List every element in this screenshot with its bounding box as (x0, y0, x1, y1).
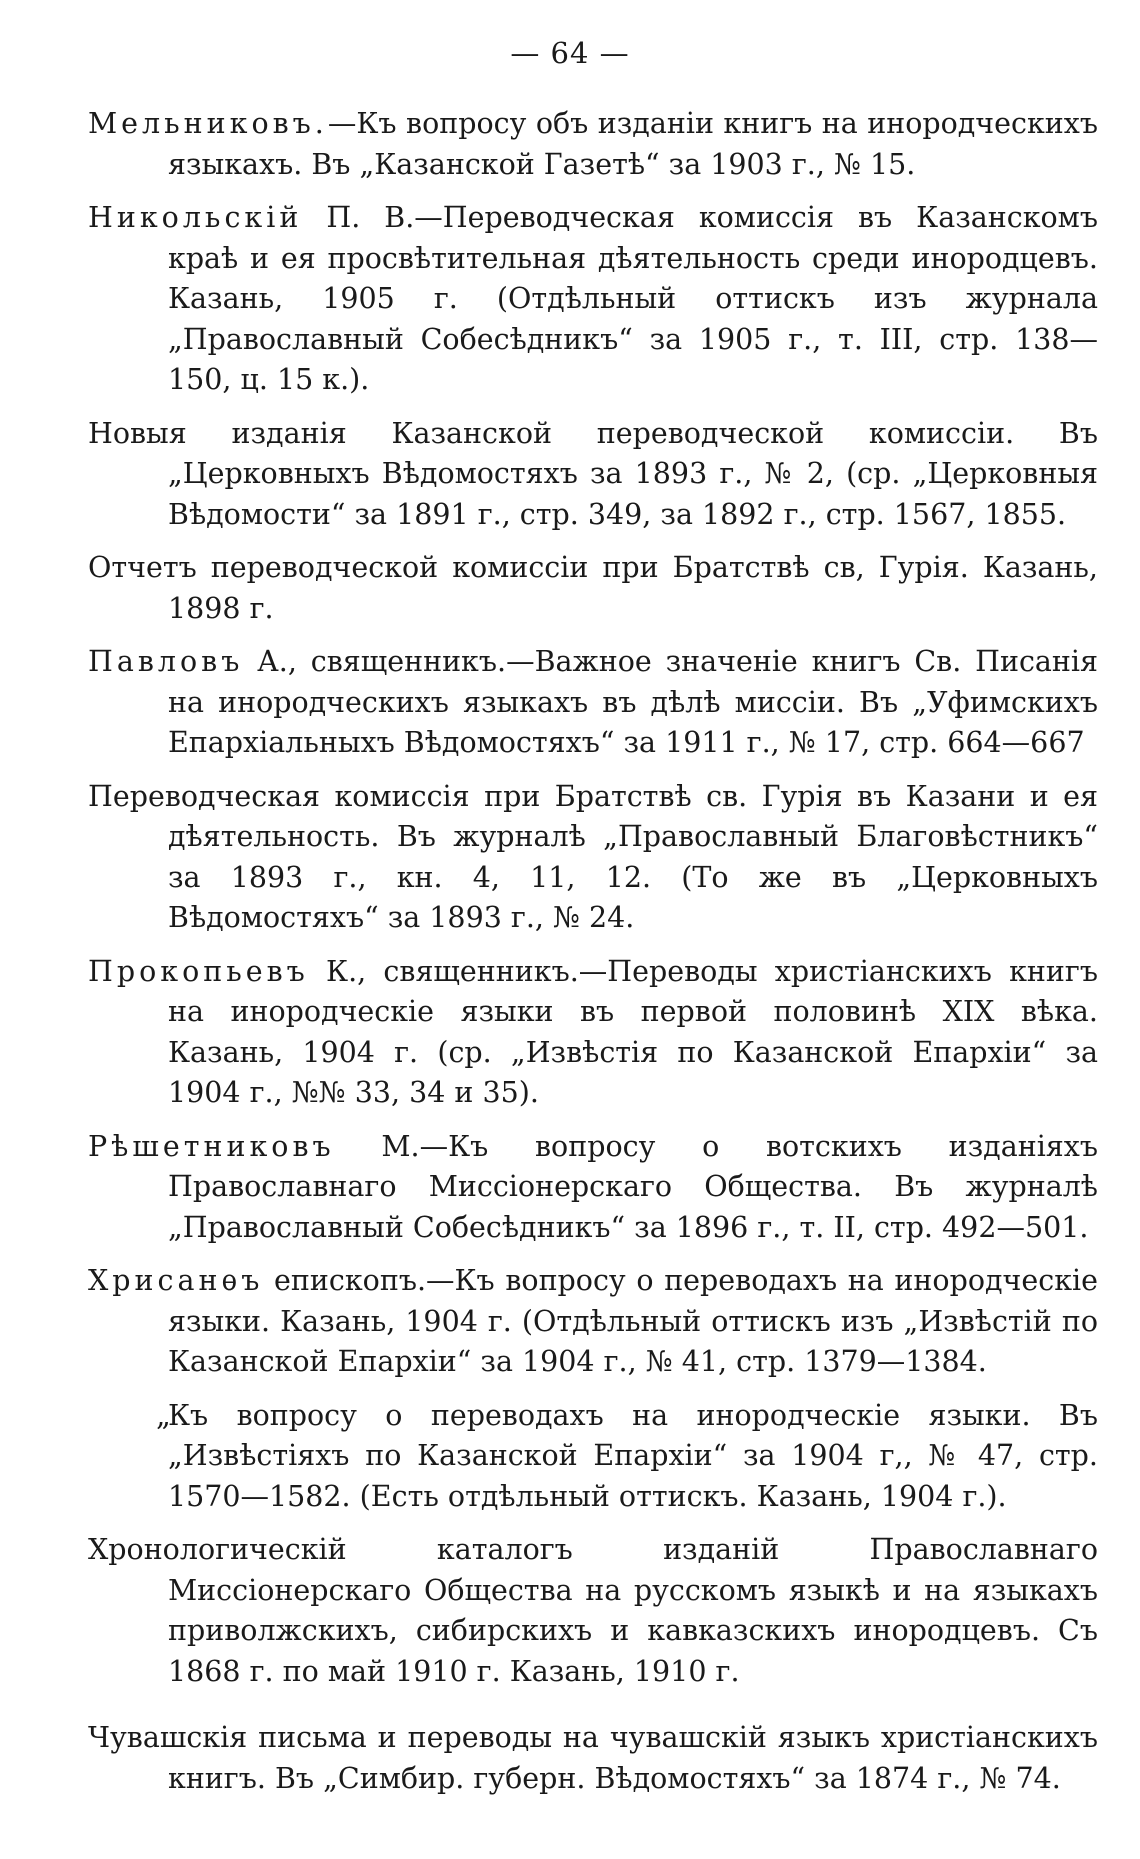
entry-author: Павловъ (88, 645, 244, 678)
entry-text: К., священникъ.—Переводы христіанскихъ книгъ на инородческіе языки въ первой половинѣ XIX вѣка. Казань, 1904 г. (ср. „Извѣстія по Казанской Епархіи“ за 1904 г., №№ 33, 34 и 35). (168, 954, 1098, 1109)
bibliography-entry (88, 548, 1098, 629)
bibliography-entry (88, 1718, 1098, 1799)
bibliography-entry (88, 1530, 1098, 1692)
entry-author: Мельниковъ. (88, 107, 328, 140)
bibliography-entry (88, 198, 1098, 401)
entry-text: Переводческая комиссія при Братствѣ св. Гурія въ Казани и ея дѣятельность. Въ журналѣ „Православный Благовѣстникъ“ за 1893 г., кн. 4, 11, 12. (То же въ „Церковныхъ Вѣдомостяхъ“ за 1893 г., № 24. (88, 779, 1098, 934)
page-number: — 64 — (510, 36, 630, 70)
entry-text: Отчетъ переводческой комиссіи при Братствѣ св, Гурія. Казань, 1898 г. (88, 551, 1098, 625)
entry-text: Новыя изданія Казанской переводческой комиссіи. Въ „Церковныхъ Вѣдомостяхъ за 1893 г., № 2, (ср. „Церковныя Вѣдомости“ за 1891 г., стр. 349, за 1892 г., стр. 1567, 1855. (88, 416, 1098, 531)
entry-text: —Къ вопросу объ изданіи книгъ на инородческихъ языкахъ. Въ „Казанской Газетѣ“ за 1903 г., № 15. (168, 107, 1098, 181)
entry-author: Прокопьевъ (88, 954, 309, 988)
entry-author: Рѣшетниковъ (88, 1129, 335, 1163)
bibliography-entry (88, 104, 1098, 185)
entry-text: П. В.—Переводческая комиссія въ Казанскомъ краѣ и ея просвѣтительная дѣятельность среди инородцевъ. Казань, 1905 г. (Отдѣльный оттискъ изъ журнала „Православный Собесѣдникъ“ за 1905 г., т. III, стр. 138—150, ц. 15 к.). (168, 201, 1098, 396)
entry-text: М.—Къ вопросу о вотскихъ изданіяхъ Православнаго Миссіонерскаго Общества. Въ журналѣ „Православный Собесѣдникъ“ за 1896 г., т. II, стр. 492—501. (168, 1129, 1098, 1244)
entry-author: Хрисанѳъ (88, 1264, 264, 1297)
bibliography-entry (88, 414, 1098, 536)
ditto-mark: „ (156, 1398, 171, 1432)
entry-text: А., священникъ.—Важное значеніе книгъ Св. Писанія на инородческихъ языкахъ въ дѣлѣ миссіи. Въ „Уфимскихъ Епархіальныхъ Вѣдомостяхъ“ за 1911 г., № 17, стр. 664—667 (168, 645, 1098, 759)
bibliography-list (88, 104, 1098, 1812)
entry-text: Къ вопросу о переводахъ на инородческіе языки. Въ „Извѣстіяхъ по Казанской Епархіи“ за 1904 г,, № 47, стр. 1570—1582. (Есть отдѣльный оттискъ. Казань, 1904 г.). (168, 1398, 1098, 1513)
bibliography-entry (88, 1261, 1098, 1383)
entry-text: епископъ.—Къ вопросу о переводахъ на инородческіе языки. Казань, 1904 г. (Отдѣльный оттискъ изъ „Извѣстій по Казанской Епархіи“ за 1904 г., № 41, стр. 1379—1384. (168, 1264, 1098, 1378)
entry-author: Никольскій (88, 201, 303, 234)
bibliography-entry (88, 642, 1098, 764)
bibliography-entry (88, 777, 1098, 939)
entry-text: Хронологическій каталогъ изданій Православнаго Миссіонерскаго Общества на русскомъ языкѣ и на языкахъ приволжскихъ, сибирскихъ и кавказскихъ инородцевъ. Съ 1868 г. по май 1910 г. Казань, 1910 г. (88, 1533, 1098, 1688)
bibliography-entry-ditto (88, 1396, 1098, 1518)
bibliography-entry (88, 952, 1098, 1114)
entry-text: Чувашскія письма и переводы на чувашскій языкъ христіанскихъ книгъ. Въ „Симбир. губерн. Вѣдомостяхъ“ за 1874 г., № 74. (88, 1721, 1098, 1795)
bibliography-entry (88, 1127, 1098, 1249)
